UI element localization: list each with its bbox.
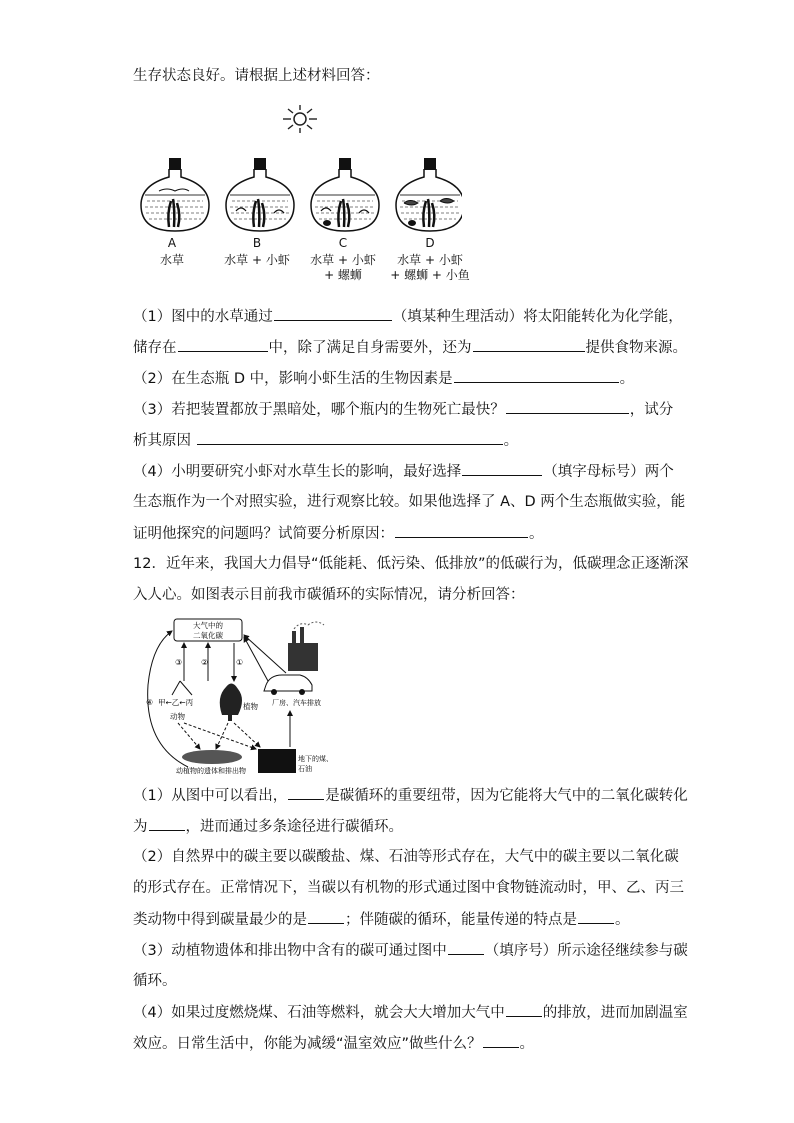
q11-part2 [133,368,634,389]
q11-part3-line1 [133,399,673,420]
bottle-b-caption: 水草 + 小虾 [224,253,290,267]
text: （2）在生态瓶 D 中，影响小虾生活的生物因素是 [133,371,453,387]
coal-label-1: 地下的煤、 [298,755,333,763]
text: 类动物中得到碳量最少的是 [133,912,307,928]
path-3-label: ③ [175,658,183,667]
answer-blank[interactable] [506,1002,542,1017]
answer-blank[interactable] [197,430,503,445]
answer-blank[interactable] [149,816,185,831]
text: 提供食物来源。 [585,340,687,356]
path-4-label: ④ [146,698,154,707]
bottle-c-letter: C [338,236,348,250]
path-1-label: ① [236,658,244,667]
q11-part3-line2 [133,430,518,451]
text: 中，除了满足自身需要外，还为 [268,340,472,356]
answer-blank[interactable] [274,306,392,321]
remains-label: 动植物的遗体和排出物 [176,767,246,775]
text: 证明他探究的问题吗？试简要分析原因： [133,526,394,542]
animals-label: 动物 [170,712,185,721]
q12-part2-line3 [133,909,630,930]
sun-icon [279,104,321,134]
q11-part4-line2: 生态瓶作为一个对照实验，进行观察比较。如果他选择了 A、D 两个生态瓶做实验，能 [133,494,686,510]
bottle-d-letter: D [425,236,435,250]
q12-part3-line2: 循环。 [133,973,177,989]
bottle-a [141,158,209,231]
bottle-a-caption: 水草 [159,253,184,267]
text: ；伴随碳的循环，能量传递的特点是 [345,912,577,928]
coal-label-2: 石油 [298,765,312,773]
text: 的排放，进而加剧温室 [542,1005,688,1021]
text: 。 [615,912,630,928]
bottle-a-letter: A [167,236,177,250]
answer-blank[interactable] [448,940,484,955]
bottle-b [226,158,294,231]
q12-part4-line2 [133,1033,534,1054]
q11-part1-line1 [133,306,683,327]
q12-part4-line1 [133,1002,688,1023]
text: ，进而通过多条途径进行碳循环。 [185,819,403,835]
text: （填序号）所示途径继续参与碳 [484,943,688,959]
text: ，试分 [629,402,674,418]
q11-part1-line2 [133,337,687,358]
q12-part2-line2: 的形式存在。正常情况下，当碳以有机物的形式通过图中食物链流动时，甲、乙、丙三 [133,880,684,896]
q12-stem-line2: 入人心。如图表示目前我市碳循环的实际情况，请分析回答： [133,587,525,603]
q12-part3-line1 [133,940,688,961]
q12-part2-line1: （2）自然界中的碳主要以碳酸盐、煤、石油等形式存在，大气中的碳主要以二氧化碳 [133,849,679,865]
answer-blank[interactable] [483,1033,519,1048]
q11-part4-line1 [133,461,674,482]
text: 是碳循环的重要纽带，因为它能将大气中的二氧化碳转化 [325,788,688,804]
bottle-c-caption-2: + 螺蛳 [324,268,362,282]
food-chain-label: 甲←乙←丙 [158,698,194,707]
atmosphere-label-1: 大气中的 [193,621,223,630]
text: （3）动植物遗体和排出物中含有的碳可通过图中 [133,943,447,959]
text: （1）图中的水草通过 [133,309,273,325]
bottle-b-letter: B [252,236,262,250]
text: （1）从图中可以看出， [133,788,288,804]
factory-icon [288,622,324,671]
car-icon [264,675,312,695]
factory-label: 厂房、汽车排放 [272,699,321,707]
text: （4）如果过度燃烧煤、石油等燃料，就会大大增加大气中 [133,1005,505,1021]
text: （填某种生理活动）将太阳能转化为化学能， [392,309,683,325]
answer-blank[interactable] [454,368,619,383]
text: 储存在 [133,340,177,356]
intro-text: 生存状态良好。请根据上述材料回答： [133,68,380,84]
answer-blank[interactable] [308,909,344,924]
q12-part1-line2 [133,816,403,837]
text: （填字母标号）两个 [543,464,674,480]
text: 析其原因 [133,433,191,449]
answer-blank[interactable] [178,337,268,352]
carbon-cycle-diagram [140,615,340,777]
answer-blank[interactable] [288,785,324,800]
text: 为 [133,819,148,835]
answer-blank[interactable] [473,337,585,352]
text: 。 [519,1036,535,1052]
answer-blank[interactable] [506,399,629,414]
path-2-label: ② [201,658,209,667]
text: 。 [503,433,519,449]
bottles-figure [132,155,462,235]
bottle-d-caption-2: + 螺蛳 + 小鱼 [390,268,470,282]
bottle-d [396,158,462,231]
bottle-c-caption: 水草 + 小虾 [310,253,376,267]
text: 。 [529,526,544,542]
answer-blank[interactable] [395,523,528,538]
plants-label: 植物 [243,702,258,711]
atmosphere-label-2: 二氧化碳 [193,631,223,640]
q11-part4-line3 [133,523,544,544]
answer-blank[interactable] [578,909,614,924]
q12-part1-line1 [133,785,688,806]
bottle-d-caption: 水草 + 小虾 [397,253,463,267]
q12-stem-line1: 12．近年来，我国大力倡导“低能耗、低污染、低排放”的低碳行为，低碳理念正逐渐深 [133,556,689,572]
text: （4）小明要研究小虾对水草生长的影响，最好选择 [133,464,462,480]
text: 效应。日常生活中，你能为减缓“温室效应”做些什么？ [133,1036,482,1052]
text: （3）若把装置都放于黑暗处，哪个瓶内的生物死亡最快？ [133,402,505,418]
answer-blank[interactable] [462,461,542,476]
bottle-c [311,158,379,231]
text: 。 [619,371,635,387]
